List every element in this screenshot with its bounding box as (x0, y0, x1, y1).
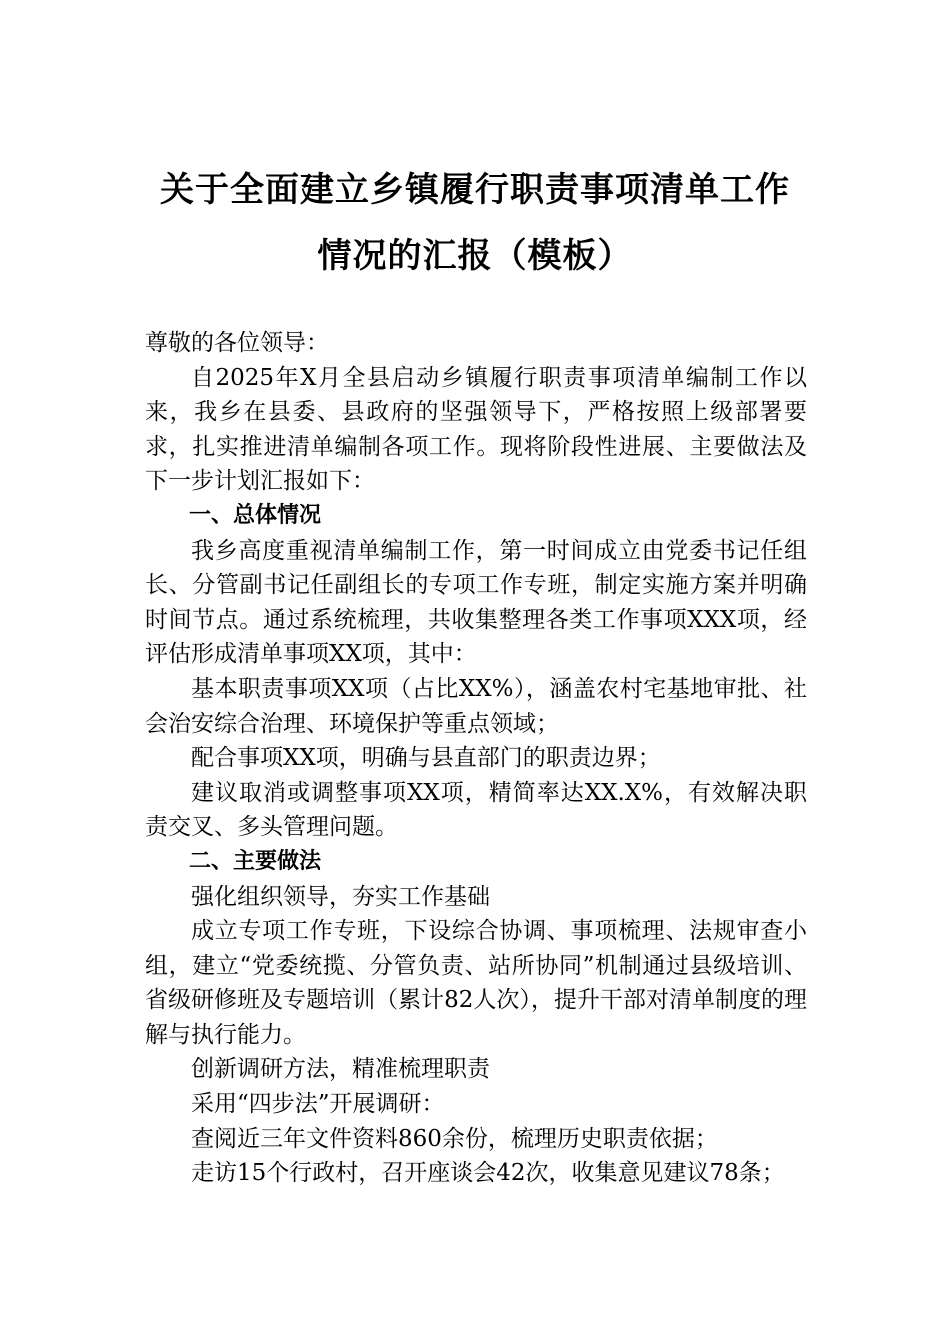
salutation: 尊敬的各位领导： (145, 330, 329, 356)
document-title-line-1: 关于全面建立乡镇履行职责事项清单工作 (160, 170, 790, 210)
section-1-heading: 一、总体情况 (189, 502, 322, 528)
intro-paragraph: 自2025年X月全县启动乡镇履行职责事项清单编制工作以来，我乡在县委、县政府的坚强领导下，严格按照上级部署要求，扎实推进清单编制各项工作。现将阶段性进展、主要做法及下一步计划汇报如下： (145, 364, 807, 495)
section-2-paragraph: 走访15个行政村，召开座谈会42次，收集意见建议78条； (191, 1160, 785, 1187)
section-2-subheading: 创新调研方法，精准梳理职责 (191, 1056, 490, 1083)
section-1-paragraph: 基本职责事项XX项（占比XX%），涵盖农村宅基地审批、社会治安综合治理、环境保护等重点领域； (145, 675, 807, 737)
section-1-paragraph: 我乡高度重视清单编制工作，第一时间成立由党委书记任组长、分管副书记任副组长的专项工作专班，制定实施方案并明确时间节点。通过系统梳理，共收集整理各类工作事项XXX项，经评估形成清单事项XX项，其中： (145, 537, 807, 668)
section-2-paragraph: 成立专项工作专班，下设综合协调、事项梳理、法规审查小组，建立“党委统揽、分管负责、站所协同”机制通过县级培训、省级研修班及专题培训（累计82人次），提升干部对清单制度的理解与执行能力。 (145, 918, 807, 1048)
section-2-paragraph: 查阅近三年文件资料860余份，梳理历史职责依据； (191, 1125, 718, 1152)
section-2-paragraph: 采用“四步法”开展调研： (191, 1091, 445, 1118)
section-1-paragraph: 配合事项XX项，明确与县直部门的职责边界； (191, 745, 661, 772)
document-title-line-2: 情况的汇报（模板） (317, 236, 633, 276)
section-2-heading: 二、主要做法 (189, 848, 322, 874)
section-1-paragraph: 建议取消或调整事项XX项，精简率达XX.X%，有效解决职责交叉、多头管理问题。 (145, 779, 807, 841)
document-body (145, 326, 807, 1191)
section-2-subheading: 强化组织领导，夯实工作基础 (191, 883, 490, 910)
